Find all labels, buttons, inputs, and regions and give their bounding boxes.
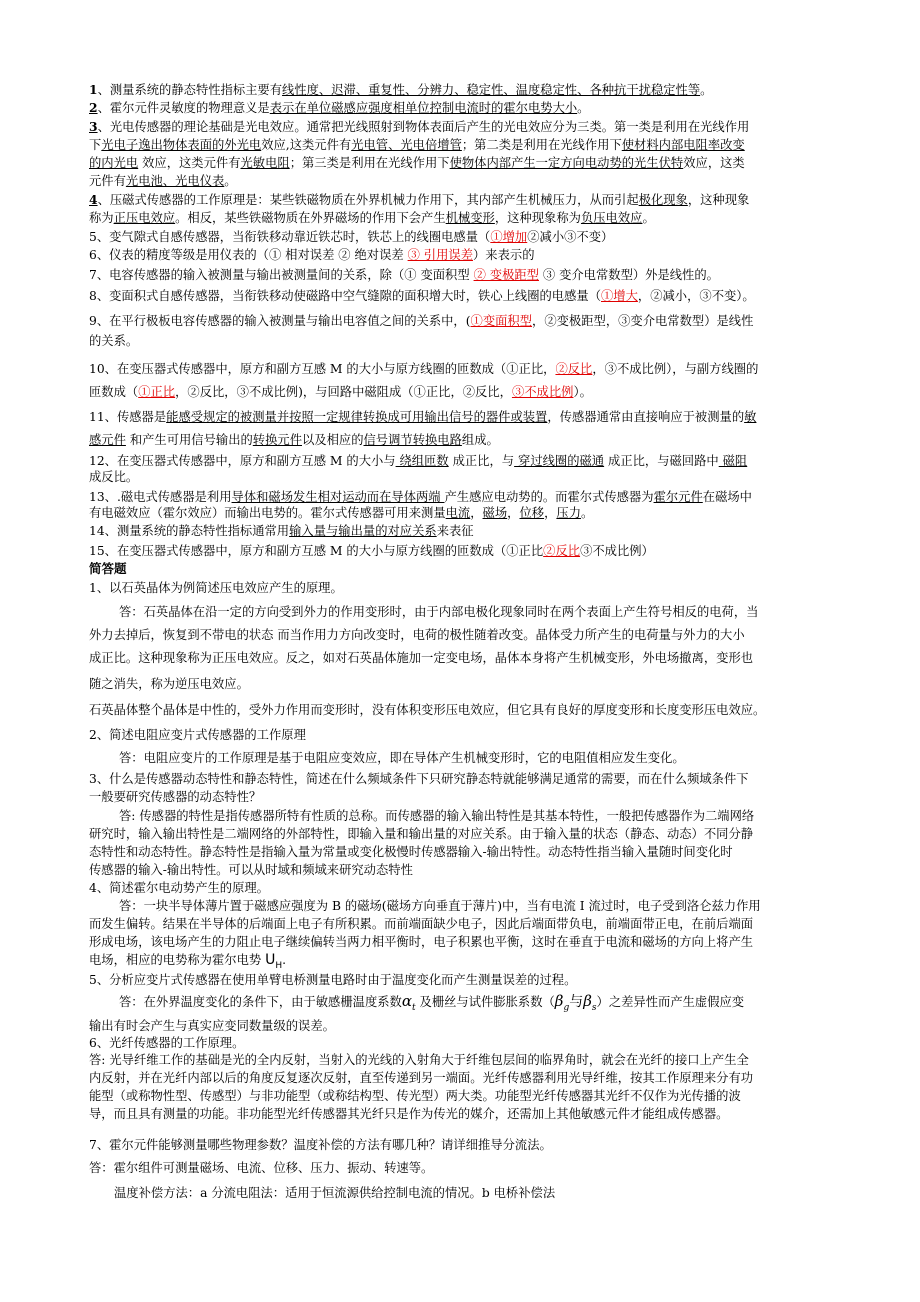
answer-blank: 光电池、光电仪表: [125, 174, 225, 188]
answer-blank: 信号调节转换电路: [363, 433, 462, 447]
short-answer-4-text: 答：一块半导体薄片置于磁感应强度为 B 的磁场(磁场方向垂直于薄片)中，当有电流 I 流过时，电子受到洛仑兹力作用: [119, 899, 761, 913]
answer-blank: 光电子逸出物体表面的外光电: [101, 138, 262, 152]
question-3-line-3: 的内光电 效应，这类元件有光敏电阻；第三类是利用在光线作用下使物体内部产生一定方向电动势的光生伏特效应，这类: [89, 156, 745, 170]
short-answer-1-question: 1、以石英晶体为例简述压电效应产生的原理。: [89, 581, 343, 595]
answer-blank: 线性度、迟滞、重复性、分辨力、稳定性、温度稳定性、各种抗干扰稳定性等: [282, 83, 701, 97]
answer-blank: 感元件: [89, 433, 126, 447]
short-answer-1-text: 石英晶体整个晶体是中性的，受外力作用而变形时，没有体积变形压电效应，但它具有良好的厚度变形和长度变形压电效应。: [89, 703, 766, 717]
red-answer: ①增加: [490, 230, 528, 244]
short-answer-4-text: [89, 952, 839, 974]
answer-blank: 导体和磁场发生相对运动而在导体两端: [231, 490, 445, 504]
question-11-line-2: 感元件 和产生可用信号输出的转换元件以及相应的信号调节转换电路组成。: [89, 433, 499, 447]
question-15: 15、在变压器式传感器中，原方和副方互感 M 的大小与原方线圈的匝数成（①正比②反比③不成比例）: [89, 544, 654, 558]
short-answer-2-question: 2、简述电阻应变片式传感器的工作原理: [89, 728, 306, 742]
short-answer-7-text: 温度补偿方法：a 分流电阻法：适用于恒流源供给控制电流的情况。b 电桥补偿法: [114, 1186, 556, 1200]
symbol-letter: α: [401, 992, 412, 1010]
question-1: 1、测量系统的静态特性指标主要有线性度、迟滞、重复性、分辨力、稳定性、温度稳定性、各种抗干扰稳定性等。: [89, 82, 713, 97]
red-answer: ①正比: [138, 385, 176, 399]
short-answer-1-text: 外力去掉后，恢复到不带电的状态 而当作用力方向改变时，电荷的极性随着改变。晶体受力所产生的电荷量与外力的大小: [89, 628, 745, 642]
answer-blank: 输入量与输出量的对应关系: [289, 524, 437, 538]
question-13-line-2: 有电磁效应（霍尔效应）而输出电势的。霍尔式传感器可用来测量电流，磁场，位移，压力。: [89, 506, 594, 520]
question-10: 10、在变压器式传感器中，原方和副方互感 M 的大小与原方线圈的匝数成（①正比，②反比，③不成比例），与副方线圈的: [89, 362, 759, 376]
alpha-symbol: [401, 992, 416, 1013]
short-answer-1-text: 成正比。这种现象称为正压电效应。反之，如对石英晶体施加一定变电场，晶体本身将产生机械变形，外电场撤离，变形也: [89, 651, 754, 665]
beta-s-symbol: [583, 992, 597, 1013]
question-9: 9、在平行极板电容传感器的输入被测量与输出电容值之间的关系中，(①变面积型，②变极距型，③变介电常数型）是线性: [89, 314, 754, 328]
answer-blank: 磁阻: [718, 454, 748, 468]
answer-blank: 绕组匝数: [395, 454, 449, 468]
short-answer-6-text: 内反射，并在光纤内部以后的角度反复逐次反射，直至传递到另一端面。光纤传感器利用光导纤维，按其工作原理来分有功: [89, 1071, 754, 1085]
answer-blank: 机械变形: [445, 211, 495, 225]
answer-blank: 极化现象: [638, 193, 688, 207]
question-4: 4、压磁式传感器的工作原理是：某些铁磁物质在外界机械力作用下，其内部产生机械压力，从而引起极化现象，这种现象: [89, 192, 750, 207]
answer-blank: 表示在单位磁感应强度相单位控制电流时的霍尔电势大小: [269, 101, 578, 115]
short-answer-7-text: 答：霍尔组件可测量磁场、电流、位移、压力、振动、转速等。: [89, 1161, 434, 1175]
answer-blank: 的内光电: [89, 156, 139, 170]
short-answer-6-text: 能型（或称物性型、传感型）与非功能型（或称结构型、传光型）两大类。功能型光纤传感器其光纤不仅作为光传播的波: [89, 1089, 741, 1103]
short-answer-4-question: 4、简述霍尔电动势产生的原理。: [89, 881, 269, 895]
text-segment: 答：在外界温度变化的条件下，由于敏感栅温度系数: [119, 995, 402, 1009]
symbol-subscript: t: [411, 1003, 416, 1013]
short-answer-4-text: 形成电场，该电场产生的力阻止电子继续偏转当两力相平衡时，电子积累也平衡，这时在垂直于电流和磁场的方向上将产生: [89, 935, 754, 949]
answer-blank: 光敏电阻: [240, 156, 290, 170]
answer-blank: 磁场: [482, 506, 508, 520]
short-answer-6-text: 导，而且具有测量的功能。非功能型光纤传感器其光纤只是作为传光的媒介，还需加上其他敏感元件才能组成传感器。: [89, 1107, 729, 1121]
answer-blank: 电流: [445, 506, 471, 520]
question-2: 2、霍尔元件灵敏度的物理意义是表示在单位磁感应强度相单位控制电流时的霍尔电势大小。: [89, 100, 590, 115]
short-answer-6-question: 6、光纤传感器的工作原理。: [89, 1036, 245, 1050]
short-answer-1-text: 随之消失，称为逆压电效应。: [89, 677, 249, 691]
red-answer: ③不成比例: [511, 385, 574, 399]
text-segment: 与: [569, 994, 584, 1010]
red-answer: ②反比: [543, 544, 581, 558]
short-answer-3-text: 态特性和动态特性。静态特性是指输入量为常量或变化极慢时传感器输入-输出特性。动态特性指当输入量随时间变化时: [89, 845, 733, 859]
short-answer-4-text: 而发生偏转。结果在半导体的后端面上电子有所积累。而前端面缺少电子，因此后端面带负电，前端面带正电，在前后端面: [89, 917, 754, 931]
short-answer-3-text: 传感器的输入-输出特性。可以从时域和频域来研究动态特性: [89, 863, 413, 877]
answer-blank: 敏: [744, 410, 757, 424]
short-answer-6-text: 答: 光导纤维工作的基础是光的全内反射，当射入的光线的入射角大于纤维包层间的临界角时，就会在光纤的接口上产生全: [89, 1053, 749, 1067]
answer-blank: 穿过线圈的磁通: [514, 454, 605, 468]
text-segment: .: [282, 953, 287, 967]
question-6: 6、仪表的精度等级是用仪表的（① 相对误差 ② 绝对误差 ③ 引用误差）来表示的: [89, 248, 535, 262]
answer-blank: 使物体内部产生一定方向电动势的光生伏特: [449, 156, 684, 170]
question-7: 7、电容传感器的输入被测量与输出被测量间的关系，除（① 变面积型 ② 变极距型 ③ 变介电常数型）外是线性的。: [89, 268, 719, 282]
short-answer-5-text: [119, 993, 869, 1016]
answer-blank: 能感受规定的被测量并按照一定规律转换成可用输出信号的器件或装置: [166, 410, 548, 424]
section-heading: 简答题: [89, 561, 127, 576]
question-3-line-4: 元件有光电池、光电仪表。: [89, 174, 237, 188]
question-13: 13、.磁电式传感器是利用导体和磁场发生相对运动而在导体两端 产生感应电动势的。而霍尔式传感器为霍尔元件在磁场中: [89, 490, 752, 504]
question-8: 8、变面积式自感传感器，当衔铁移动使磁路中空气缝隙的面积增大时，铁心上线圈的电感量（①增大，②减小，③不变）。: [89, 289, 755, 303]
answer-blank: 正压电效应: [113, 211, 176, 225]
question-14: 14、测量系统的静态特性指标通常用输入量与输出量的对应关系来表征: [89, 524, 474, 538]
beta-g-symbol: [554, 992, 570, 1013]
text-segment: 及栅丝与试件膨胀系数（: [415, 995, 555, 1009]
question-12: 12、在变压器式传感器中，原方和副方互感 M 的大小与 绕组匝数 成正比，与 穿过线圈的磁通 成正比，与磁回路中 磁阻: [89, 454, 748, 468]
short-answer-2-text: 答：电阻应变片的工作原理是基于电阻应变效应，即在导体产生机械变形时，它的电阻值相应发生变化。: [119, 751, 685, 765]
red-answer: ①增大: [601, 289, 638, 303]
answer-blank: 转换元件: [252, 433, 302, 447]
symbol-subscript: g: [563, 1003, 570, 1013]
red-answer: ② 变极距型: [473, 268, 539, 282]
short-answer-5-question: 5、分析应变片式传感器在使用单臂电桥测量电路时由于温度变化而产生测量误差的过程。: [89, 973, 577, 987]
symbol-subscript: H: [275, 960, 283, 971]
question-4-line-2: 称为正压电效应。相反，某些铁磁物质在外界磁场的作用下会产生机械变形，这种现象称为负压电效应。: [89, 211, 655, 225]
question-11: 11、传感器是能感受规定的被测量并按照一定规律转换成可用输出信号的器件或装置，传感器通常由直接响应于被测量的敏: [89, 410, 757, 424]
short-answer-1-text: 答：石英晶体在沿一定的方向受到外力的作用变形时，由于内部电极化现象同时在两个表面上产生符号相反的电荷，当: [119, 605, 759, 619]
symbol-letter: β: [554, 992, 564, 1010]
answer-blank: 压力: [556, 506, 581, 520]
short-answer-3-question: 一般要研究传感器的动态特性？: [89, 790, 262, 804]
question-3-line-2: 下光电子逸出物体表面的外光电效应,这类元件有光电管、光电倍增管；第二类是利用在光线作用下使材料内部电阻率改变: [89, 138, 745, 152]
symbol-subscript: s: [591, 1003, 597, 1013]
answer-blank: 光电管、光电倍增管: [351, 138, 462, 152]
symbol-letter: U: [265, 952, 276, 968]
text-segment: 电场，相应的电势称为霍尔电势: [89, 953, 266, 967]
answer-blank: 负压电效应: [580, 211, 643, 225]
short-answer-3-question: 3、什么是传感器动态特性和静态特性，简述在什么频域条件下只研究静态特就能够满足通常的需要，而在什么频域条件下: [89, 772, 749, 786]
red-answer: ①变面积型: [470, 314, 533, 328]
question-9-line-2: 的关系。: [89, 334, 139, 348]
question-5: 5、变气隙式自感传感器，当衔铁移动靠近铁芯时，铁芯上的线圈电感量（①增加②减小③不变）: [89, 230, 614, 244]
red-answer: ③ 引用误差: [407, 248, 473, 262]
question-10-line-2: 匝数成（①正比，②反比，③不成比例)，与回路中磁阻成（①正比，②反比，③不成比例）。: [89, 385, 592, 399]
symbol-letter: β: [583, 992, 592, 1010]
answer-blank: 霍尔元件: [653, 490, 703, 504]
text-segment: ）之差异性而产生虚假应变: [596, 995, 745, 1009]
short-answer-5-text: 输出有时会产生与真实应变同数量级的误差。: [89, 1019, 335, 1033]
red-answer: ②反比: [555, 362, 593, 376]
hall-voltage-symbol: [265, 952, 283, 971]
answer-blank: 使材料内部电阻率改变: [621, 138, 745, 152]
question-12-line-2: 成反比。: [89, 470, 139, 484]
answer-blank: 位移: [519, 506, 545, 520]
short-answer-7-question: 7、霍尔元件能够测量哪些物理参数？温度补偿的方法有哪几种？请详细推导分流法。: [89, 1138, 552, 1152]
question-3: 3、光电传感器的理论基础是光电效应。通常把光线照射到物体表面后产生的光电效应分为三类。第一类是利用在光线作用: [89, 119, 750, 134]
short-answer-3-text: 研究时，输入输出特性是二端网络的外部特性，即输入量和输出量的对应关系。由于输入量的状态（静态、动态）不同分静: [89, 827, 754, 841]
short-answer-3-text: 答: 传感器的特性是指传感器所特有性质的总称。而传感器的输入输出特性是其基本特性，一般把传感器作为二端网络: [119, 809, 755, 823]
